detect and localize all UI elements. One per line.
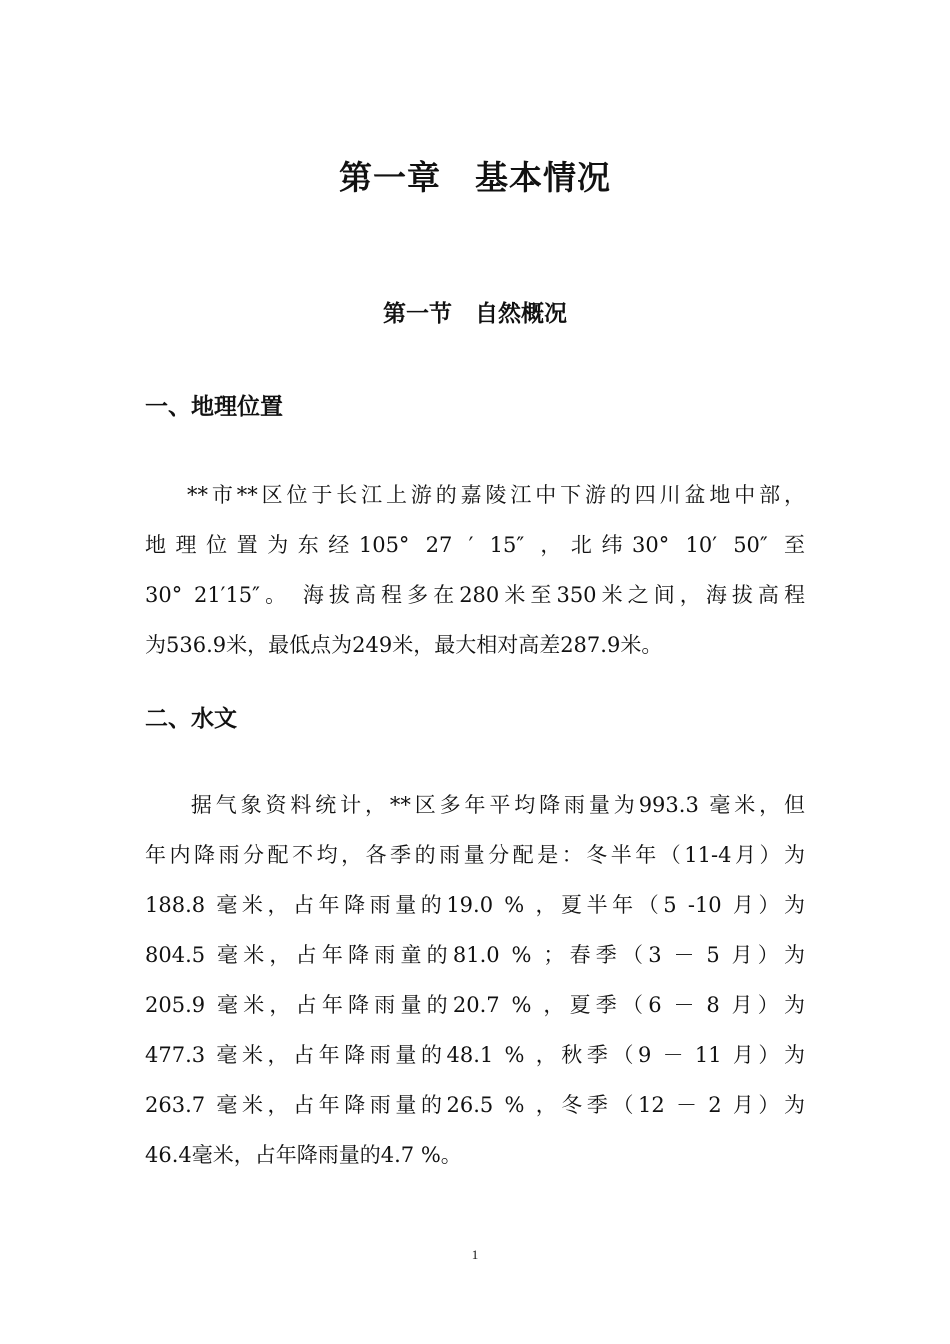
paragraph-line: 地理位置为东经105° 27 ′ 15″ ，北纬30° 10′ 50″ 至 [145,533,805,557]
paragraph-line: 188.8 毫米，占年降雨量的19.0 % ，夏半年（5 -10 月）为 [145,893,805,917]
paragraph-line: 30° 21′15″。 海拔高程多在280米至350米之间，海拔高程 [145,583,805,607]
paragraph-line [145,780,805,830]
heading-geographic-location: 一、地理位置 [145,394,283,420]
page-number: 1 [471,1247,479,1262]
paragraph-line [145,470,805,520]
paragraph-line: 年内降雨分配不均，各季的雨量分配是：冬半年（11-4月）为 [145,843,805,867]
paragraph-line: 46.4毫米，占年降雨量的4.7 %。 [145,1143,462,1167]
paragraph-geographic-location [145,470,805,670]
paragraph-line: 477.3 毫米，占年降雨量的48.1 % ，秋季（9 － 11 月）为 [145,1043,805,1067]
paragraph-hydrology [145,780,805,1180]
paragraph-line-text: **市**区位于长江上游的嘉陵江中下游的四川盆地中部， [187,483,805,507]
paragraph-line: 205.9 毫米，占年降雨量的20.7 % ，夏季（6 － 8 月）为 [145,993,805,1017]
paragraph-line: 804.5 毫米，占年降雨童的81.0 % ；春季（3 － 5 月）为 [145,943,805,967]
section-title: 第一节 自然概况 [383,301,567,327]
heading-hydrology: 二、水文 [145,706,237,732]
paragraph-line: 263.7 毫米，占年降雨量的26.5 % ，冬季（12 － 2 月）为 [145,1093,805,1117]
paragraph-line-text: 据气象资料统计，**区多年平均降雨量为993.3 毫米，但 [187,793,805,817]
chapter-title: 第一章 基本情况 [339,158,611,197]
paragraph-line: 为536.9米，最低点为249米，最大相对高差287.9米。 [145,633,663,657]
